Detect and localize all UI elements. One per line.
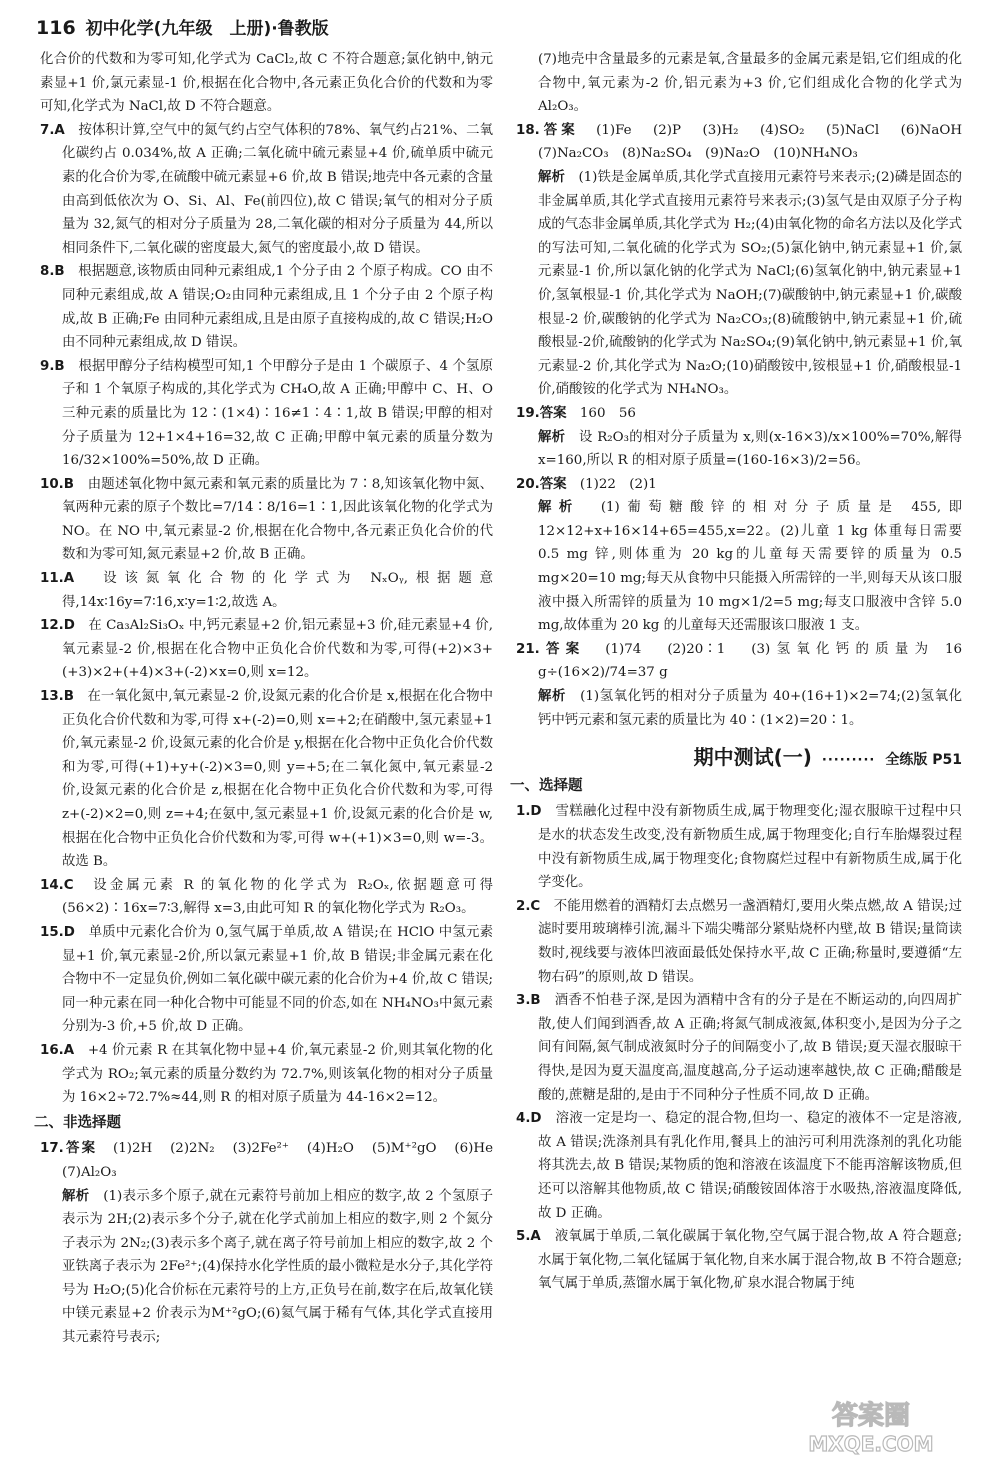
item-number: 21.答案: [516, 641, 586, 657]
analysis-text: (1)氢氧化钙的相对分子质量为 40+(16+1)×2=74;(2)氢氧化钙中钙元素和氢元素的质量比为 40∶(1×2)=20∶1。: [538, 689, 963, 728]
analysis-text: (1)葡萄糖酸锌的相对分子质量是 455,即 12×12+x+16×14+65=455,x=22。(2)儿童 1 kg 体重每日需要 0.5 mg 锌,则体重为 20 kg的儿童每天需要锌的质量为 0.5 mg×20=10 mg;每天从食物中只能摄入所需锌的一半,则每天从该口服液中摄入所需锌的质量为 10 mg×1/2=5 mg;每支口服液中含锌 5.0 mg,故体重为 20 kg 的儿童每天还需服该口服液 1 支。: [538, 500, 963, 634]
test-reference: 全练版 P51: [885, 752, 962, 769]
item-number: 17.答案: [40, 1141, 98, 1157]
item-number: 16.A: [40, 1042, 75, 1058]
test-item-4: [516, 1107, 962, 1225]
analysis-tag: 解析: [538, 169, 565, 185]
item-number: 5.A: [516, 1229, 541, 1245]
test-item-5: [516, 1225, 962, 1296]
item-number: 10.B: [40, 476, 74, 492]
answer-text: 160 56: [579, 405, 636, 421]
test-item-2: [516, 895, 962, 989]
analysis-17: [40, 1185, 493, 1350]
item-text: 在 Ca₃Al₂Si₃Oₓ 中,钙元素显+2 价,铝元素显+3 价,硅元素显+4 价,氧元素显-2 价,根据在化合物中正负化合价代数和为零,可得(+2)×3+(+3)×2+(+4)×3+(-2)×x=0,则 x=12。: [62, 618, 494, 681]
item-text: 液氧属于单质,二氧化碳属于氧化物,空气属于混合物,故 A 符合题意;水属于氧化物,二氧化锰属于氧化物,自来水属于混合物,故 B 不符合题意;氧气属于单质,蒸馏水属于氧化物,矿泉水混合物属于纯: [538, 1229, 962, 1292]
item-number: 12.D: [40, 618, 75, 634]
answer-item-12: [40, 614, 493, 685]
item-text: 设该氮氧化合物的化学式为 NₓOᵧ,根据题意得,14x∶16y=7∶16,x∶y=1∶2,故选 A。: [62, 571, 493, 610]
analysis-19: [516, 426, 962, 473]
left-column: [34, 48, 507, 1350]
answer-item-21: [516, 638, 962, 685]
item-number: 1.D: [516, 804, 542, 820]
analysis-18: [516, 166, 962, 402]
answer-item-8: [40, 260, 493, 354]
test-title: 期中测试(一): [693, 745, 812, 770]
analysis-tag: 解析: [538, 689, 567, 705]
section-title: 一、选择题: [510, 777, 583, 794]
test-item-3: [516, 989, 962, 1107]
item-text: 根据题意,该物质由同种元素组成,1 个分子由 2 个原子构成。CO 由不同种元素组成,故 A 错误;O₂由同种元素组成,且 1 个分子由 2 个原子构成,故 B 正确;Fe 由同种元素组成,且是由原子直接构成的,故 C 错误;H₂O 由不同种元素组成,故 D 错误。: [62, 264, 494, 351]
continued-text: 化合价的代数和为零可知,化学式为 CaCl₂,故 C 不符合题意;氯化钠中,钠元素显+1 价,氯元素显-1 价,根据在化合物中,各元素正负化合价的代数和为零可知,化学式为 NaCl,故 D 不符合题意。: [40, 52, 493, 115]
analysis-tag: 解析: [538, 429, 566, 445]
item-text: 酒香不怕巷子深,是因为酒精中含有的分子是在不断运动的,向四周扩散,使人们闻到酒香,故 A 正确;将氮气制成液氮,体积变小,是因为分子之间有间隔,氮气制成液氮时分子的间隔变小了,故 B 错误;夏天湿衣服晾干得快,是因为夏天温度高,温度越高,分子运动速率越快,故 C 正确;醋酸是酸的,蔗糖是甜的,是由于不同种分子性质不同,故 D 正确。: [538, 993, 963, 1103]
page-header: [36, 14, 329, 44]
item-number: 15.D: [40, 924, 75, 940]
item-number: 8.B: [40, 264, 65, 280]
answer-item-20: [516, 473, 962, 497]
answer-item-17: [40, 1137, 507, 1184]
item-number: 14.C: [40, 877, 74, 893]
answer-item-9: [40, 355, 493, 473]
item-number: 3.B: [516, 993, 541, 1009]
item-number: 2.C: [516, 898, 541, 914]
item-text: 根据甲醇分子结构模型可知,1 个甲醇分子是由 1 个碳原子、4 个氢原子和 1 个氧原子构成的,其化学式为 CH₄O,故 A 正确;甲醇中 C、H、O 三种元素的质量比为 12∶(1×4)∶16≠1∶4∶1,故 B 错误;甲醇的相对分子质量为 12+1×4+16=32,故 C 正确;甲醇中氧元素的质量分数为 16/32×100%=50%,故 D 正确。: [62, 358, 494, 469]
answer-text: (1)74 (2)20∶1 (3)氢氧化钙的质量为 16 g÷(16×2)/74=37 g: [538, 641, 963, 681]
item-number: 7.A: [40, 122, 65, 138]
answer-text: (1)22 (2)1: [579, 476, 657, 492]
answer-text: (1)2H (2)2N₂ (3)2Fe²⁺ (4)H₂O (5)M⁺²gO (6)He (7)Al₂O₃: [62, 1141, 507, 1180]
continued-text: (7)地壳中含量最多的元素是氧,含量最多的金属元素是铝,它们组成的化合物中,氧元素为-2 价,铝元素为+3 价,它们组成化合物的化学式为 Al₂O₃。: [538, 52, 962, 115]
item-number: 20.答案: [516, 476, 567, 492]
answer-item-16: [40, 1039, 493, 1110]
analysis-text: 设 R₂O₃的相对分子质量为 x,则(x-16×3)/x×100%=70%,解得 x=160,所以 R 的相对原子质量=(160-16×3)/2=56。: [538, 429, 963, 469]
section-title: 二、非选择题: [34, 1114, 121, 1131]
item-text: 单质中元素化合价为 0,氢气属于单质,故 A 错误;在 HClO 中氢元素显+1 价,氧元素显-2价,所以氯元素显+1 价,故 B 错误;非金属元素在化合物中不一定显负价,例如二氧化碳中碳元素的化合价为+4 价,故 C 错误;同一种元素在同一种化合物中可能显不同的价态,如在 NH₄NO₃中氮元素分别为-3 价,+5 价,故 D 正确。: [62, 924, 494, 1035]
watermark-en: MXQE.COM: [808, 1432, 934, 1456]
analysis-text: (1)表示多个原子,就在元素符号前加上相应的数字,故 2 个氢原子表示为 2H;(2)表示多个分子,就在化学式前加上相应的数字,则 2 个氮分子表示为 2N₂;(3)表示多个离子,就在离子符号前加上相应的数字,故 2 个亚铁离子表示为 2Fe²⁺;(4)保持水化学性质的最小微粒是水分子,其化学符号为 H₂O;(5)化合价标在元素符号的上方,正负号在前,数字在后,故氧化镁中镁元素显+2 价表示为M⁺²gO;(6)氦气属于稀有气体,其化学式直接用其元素符号表示;: [62, 1188, 494, 1346]
page-number: 116: [36, 17, 76, 39]
analysis-tag: 解析: [538, 500, 580, 516]
watermark-cn: 答案圈: [831, 1401, 911, 1431]
answer-item-7: [40, 119, 493, 261]
item-text: 设金属元素 R 的氧化物的化学式为 R₂Oₓ,依据题意可得(56×2)∶16x=7∶3,解得 x=3,由此可知 R 的氧化物化学式为 R₂O₃。: [62, 877, 493, 917]
item-number: 4.D: [516, 1111, 542, 1127]
watermark-graphic: [766, 1396, 976, 1456]
analysis-21: [516, 685, 962, 732]
analysis-20: [516, 496, 962, 638]
analysis-tag: 解析: [62, 1188, 90, 1204]
item-number: 11.A: [40, 571, 75, 587]
item-number: 19.答案: [516, 405, 567, 421]
watermark-logo: [766, 1396, 976, 1456]
item-number: 13.B: [40, 689, 74, 705]
answer-item-15: [40, 921, 493, 1039]
item-text: 雪糕融化过程中没有新物质生成,属于物理变化;湿衣服晾干过程中只是水的状态发生改变,没有新物质生成,属于物理变化;自行车胎爆裂过程中没有新物质生成,属于物理变化;食物腐烂过程中有新物质生成,属于化学变化。: [538, 804, 962, 891]
item-text: 由题述氧化物中氮元素和氧元素的质量比为 7∶8,知该氧化物中氮、氧两种元素的原子个数比=7/14∶8/16=1∶1,因此该氧化物的化学式为 NO。在 NO 中,氧元素显-2 价,根据在化合物中,各元素正负化合价的代数和为零可知,氮元素显+2 价,故 B 正确。: [62, 476, 494, 563]
item-text: 不能用燃着的酒精灯去点燃另一盏酒精灯,要用火柴点燃,故 A 错误;过滤时要用玻璃棒引流,漏斗下端尖嘴部分紧贴烧杯内壁,故 B 错误;量筒读数时,视线要与液体凹液面最低处保持水平,故 C 正确;称量时,要遵循“左物右码”的原则,故 D 错误。: [538, 898, 962, 985]
item-text: +4 价元素 R 在其氧化物中显+4 价,氧元素显-2 价,则其氧化物的化学式为 RO₂;氧元素的质量分数约为 72.7%,则该氧化物的相对分子质量为 16×2÷72.7%≈44,则 R 的相对原子质量为 44-16×2=12。: [62, 1042, 494, 1106]
item-text: 在一氧化氮中,氧元素显-2 价,设氮元素的化合价是 x,根据在化合物中正负化合价代数和为零,可得 x+(-2)=0,则 x=+2;在硝酸中,氢元素显+1 价,氧元素显-2 价,设氮元素的化合价是 y,根据在化合物中正负化合价代数和为零,可得(+1)+y+(-2)×3=0,则 y=+5;在二氧化氮中,氧元素显-2 价,设氮元素的化合价是 z,根据在化合物中正负化合价代数和为零,可得 z+(-2)×2=0,则 z=+4;在氨中,氢元素显+1 价,设氮元素的化合价是 w,根据在化合物中正负化合价代数和为零,可得 w+(+1)×3=0,则 w=-3。故选 B。: [62, 689, 493, 870]
test-heading: [516, 746, 962, 773]
page-title: 初中化学(九年级 上册)·鲁教版: [85, 19, 329, 39]
analysis-text: (1)铁是金属单质,其化学式直接用元素符号来表示;(2)磷是固态的非金属单质,其化学式直接用元素符号来表示;(3)氢气是由双原子分子构成的气态非金属单质,其化学式为 H₂;(4)由氧化物的命名方法以及化学式的写法可知,二氧化硫的化学式为 SO₂;(5)氯化钠中,钠元素显+1 价,氯元素显-1 价,所以氯化钠的化学式为 NaCl;(6)氢氧化钠中,钠元素显+1 价,氢氧根显-1 价,其化学式为 NaOH;(7)碳酸钠中,钠元素显+1 价,碳酸根显-2 价,碳酸钠的化学式为 Na₂CO₃;(8)硫酸钠中,钠元素显+1 价,硫酸根显-2价,硫酸钠的化学式为 Na₂SO₄;(9)氧化钠中,钠元素显+1 价,氧元素显-2 价,其化学式为 Na₂O;(10)硝酸铵中,铵根显+1 价,硝酸根显-1 价,硝酸铵的化学式为 NH₄NO₃。: [538, 169, 963, 398]
answer-item-10: [40, 473, 493, 567]
answer-item-13: [40, 685, 493, 874]
answer-item-11: [40, 567, 493, 614]
item-number: 9.B: [40, 358, 65, 374]
test-item-1: [516, 800, 962, 894]
answer-item-18: [516, 119, 976, 166]
item-text: 按体积计算,空气中的氮气约占空气体积的78%、氧气约占21%、二氧化碳约占 0.034%,故 A 正确;二氧化硫中硫元素显+4 价,硫单质中硫元素的化合价为零,在硫酸中硫元素显+6 价,故 B 错误;地壳中各元素的含量由高到低依次为 O、Si、Al、Fe(前四位),故 C 错误;氧气的相对分子质量为 32,氮气的相对分子质量为 28,二氧化碳的相对分子质量为 44,所以相同条件下,二氧化碳的密度最大,氮气的密度最小,故 D 错误。: [62, 122, 494, 256]
answer-item-14: [40, 874, 493, 921]
answer-text: (1)Fe (2)P (3)H₂ (4)SO₂ (5)NaCl (6)NaOH (7)Na₂CO₃ (8)Na₂SO₄ (9)Na₂O (10)NH₄NO₃: [538, 122, 976, 162]
test-dots: ·········: [821, 753, 876, 769]
answer-item-19: [516, 402, 962, 426]
item-text: 溶液一定是均一、稳定的混合物,但均一、稳定的液体不一定是溶液,故 A 错误;洗涤剂具有乳化作用,餐具上的油污可利用洗涤剂的乳化功能将其洗去,故 B 错误;某物质的饱和溶液在该温度下不能再溶解该物质,但还可以溶解其他物质,故 C 错误;硝酸铵固体溶于水吸热,溶液温度降低,故 D 正确。: [538, 1111, 962, 1221]
item-number: 18.答案: [516, 122, 579, 138]
right-column: [510, 48, 976, 1296]
